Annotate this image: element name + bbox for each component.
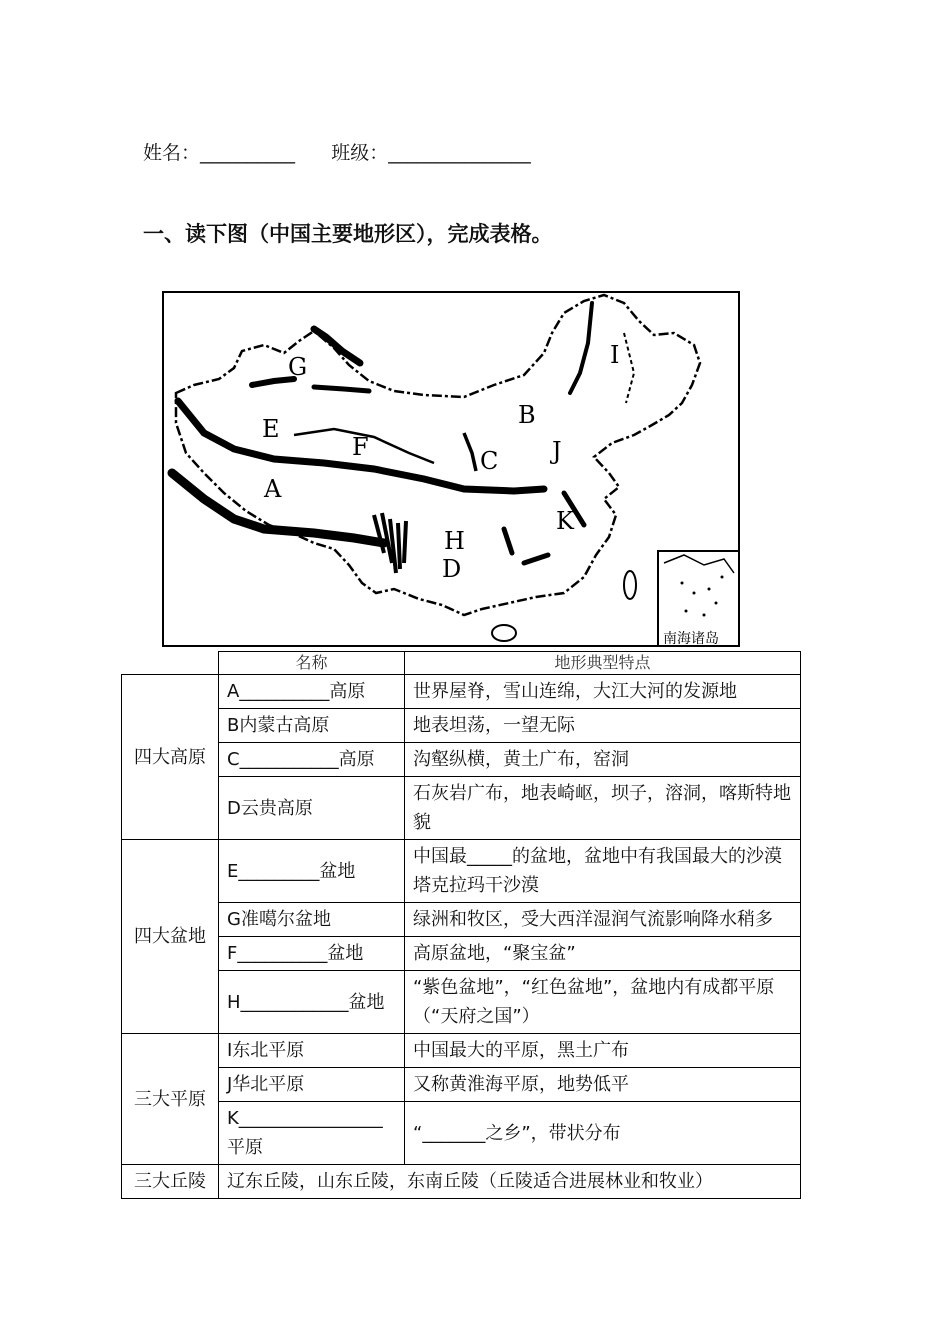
map-label-k: K [556,507,574,535]
row-name: A__________高原 [219,675,405,709]
map-label-d: D [442,555,462,583]
row-name: C___________高原 [219,743,405,777]
row-feature: 地表坦荡，一望无际 [405,709,801,743]
table-row [122,840,801,903]
row-name: D云贵高原 [219,777,405,840]
name-class-line [143,138,531,165]
table-row [122,675,801,709]
table-row [122,1068,801,1102]
row-feature: 中国最大的平原，黑土广布 [405,1034,801,1068]
row-name: H____________盆地 [219,971,405,1034]
map-label-a: A [264,475,282,503]
row-name: J华北平原 [219,1068,405,1102]
row-feature: 石灰岩广布，地表崎岖，坝子，溶洞，喀斯特地貌 [405,777,801,840]
row-feature: 中国最_____的盆地，盆地中有我国最大的沙漠塔克拉玛干沙漠 [405,840,801,903]
map-label-i: I [610,341,620,369]
row-name: G准噶尔盆地 [219,903,405,937]
map-drawing [164,293,738,645]
group-label-hills: 三大丘陵 [122,1165,219,1199]
group-label-plains: 三大平原 [122,1034,219,1165]
section-title: 一、读下图（中国主要地形区），完成表格。 [143,222,553,246]
row-feature: “紫色盆地”，“红色盆地”，盆地内有成都平原（“天府之国”） [405,971,801,1034]
row-feature: 又称黄淮海平原，地势低平 [405,1068,801,1102]
row-name: E_________盆地 [219,840,405,903]
table-header-row [122,652,801,675]
row-feature: 绿洲和牧区，受大西洋湿润气流影响降水稍多 [405,903,801,937]
header-feature: 地形典型特点 [405,652,801,675]
map-label-c: C [480,447,499,475]
map-label-e: E [262,415,280,443]
table-row [122,1034,801,1068]
row-feature: “_______之乡”，带状分布 [405,1102,801,1165]
map-label-f: F [352,433,369,461]
table-row [122,1102,801,1165]
row-name: B内蒙古高原 [219,709,405,743]
row-name: F__________盆地 [219,937,405,971]
map-label-b: B [518,401,536,429]
china-terrain-map [162,291,740,647]
name-label: 姓名： [143,142,201,164]
row-feature: 沟壑纵横，黄土广布，窑洞 [405,743,801,777]
hills-row: 辽东丘陵，山东丘陵，东南丘陵（丘陵适合进展林业和牧业） [219,1165,801,1199]
group-label-plateaus: 四大高原 [122,675,219,840]
row-feature: 高原盆地，“聚宝盆” [405,937,801,971]
row-name: I东北平原 [219,1034,405,1068]
table-row [122,1165,801,1199]
map-label-g: G [288,353,308,381]
table-row [122,709,801,743]
table-row [122,777,801,840]
name-blank[interactable]: __________ [200,142,296,164]
header-name: 名称 [219,652,405,675]
row-name: K________________ 平原 [219,1102,405,1165]
terrain-table [121,651,801,1199]
table-row [122,937,801,971]
inset-label: 南海诸岛 [663,631,719,645]
row-feature: 世界屋脊，雪山连绵，大江大河的发源地 [405,675,801,709]
table-row [122,971,801,1034]
table-row [122,903,801,937]
class-label: 班级： [331,142,389,164]
class-blank[interactable]: _______________ [388,142,531,164]
map-label-j: J [552,437,562,465]
group-label-basins: 四大盆地 [122,840,219,1034]
table-row [122,743,801,777]
map-label-h: H [444,527,465,555]
